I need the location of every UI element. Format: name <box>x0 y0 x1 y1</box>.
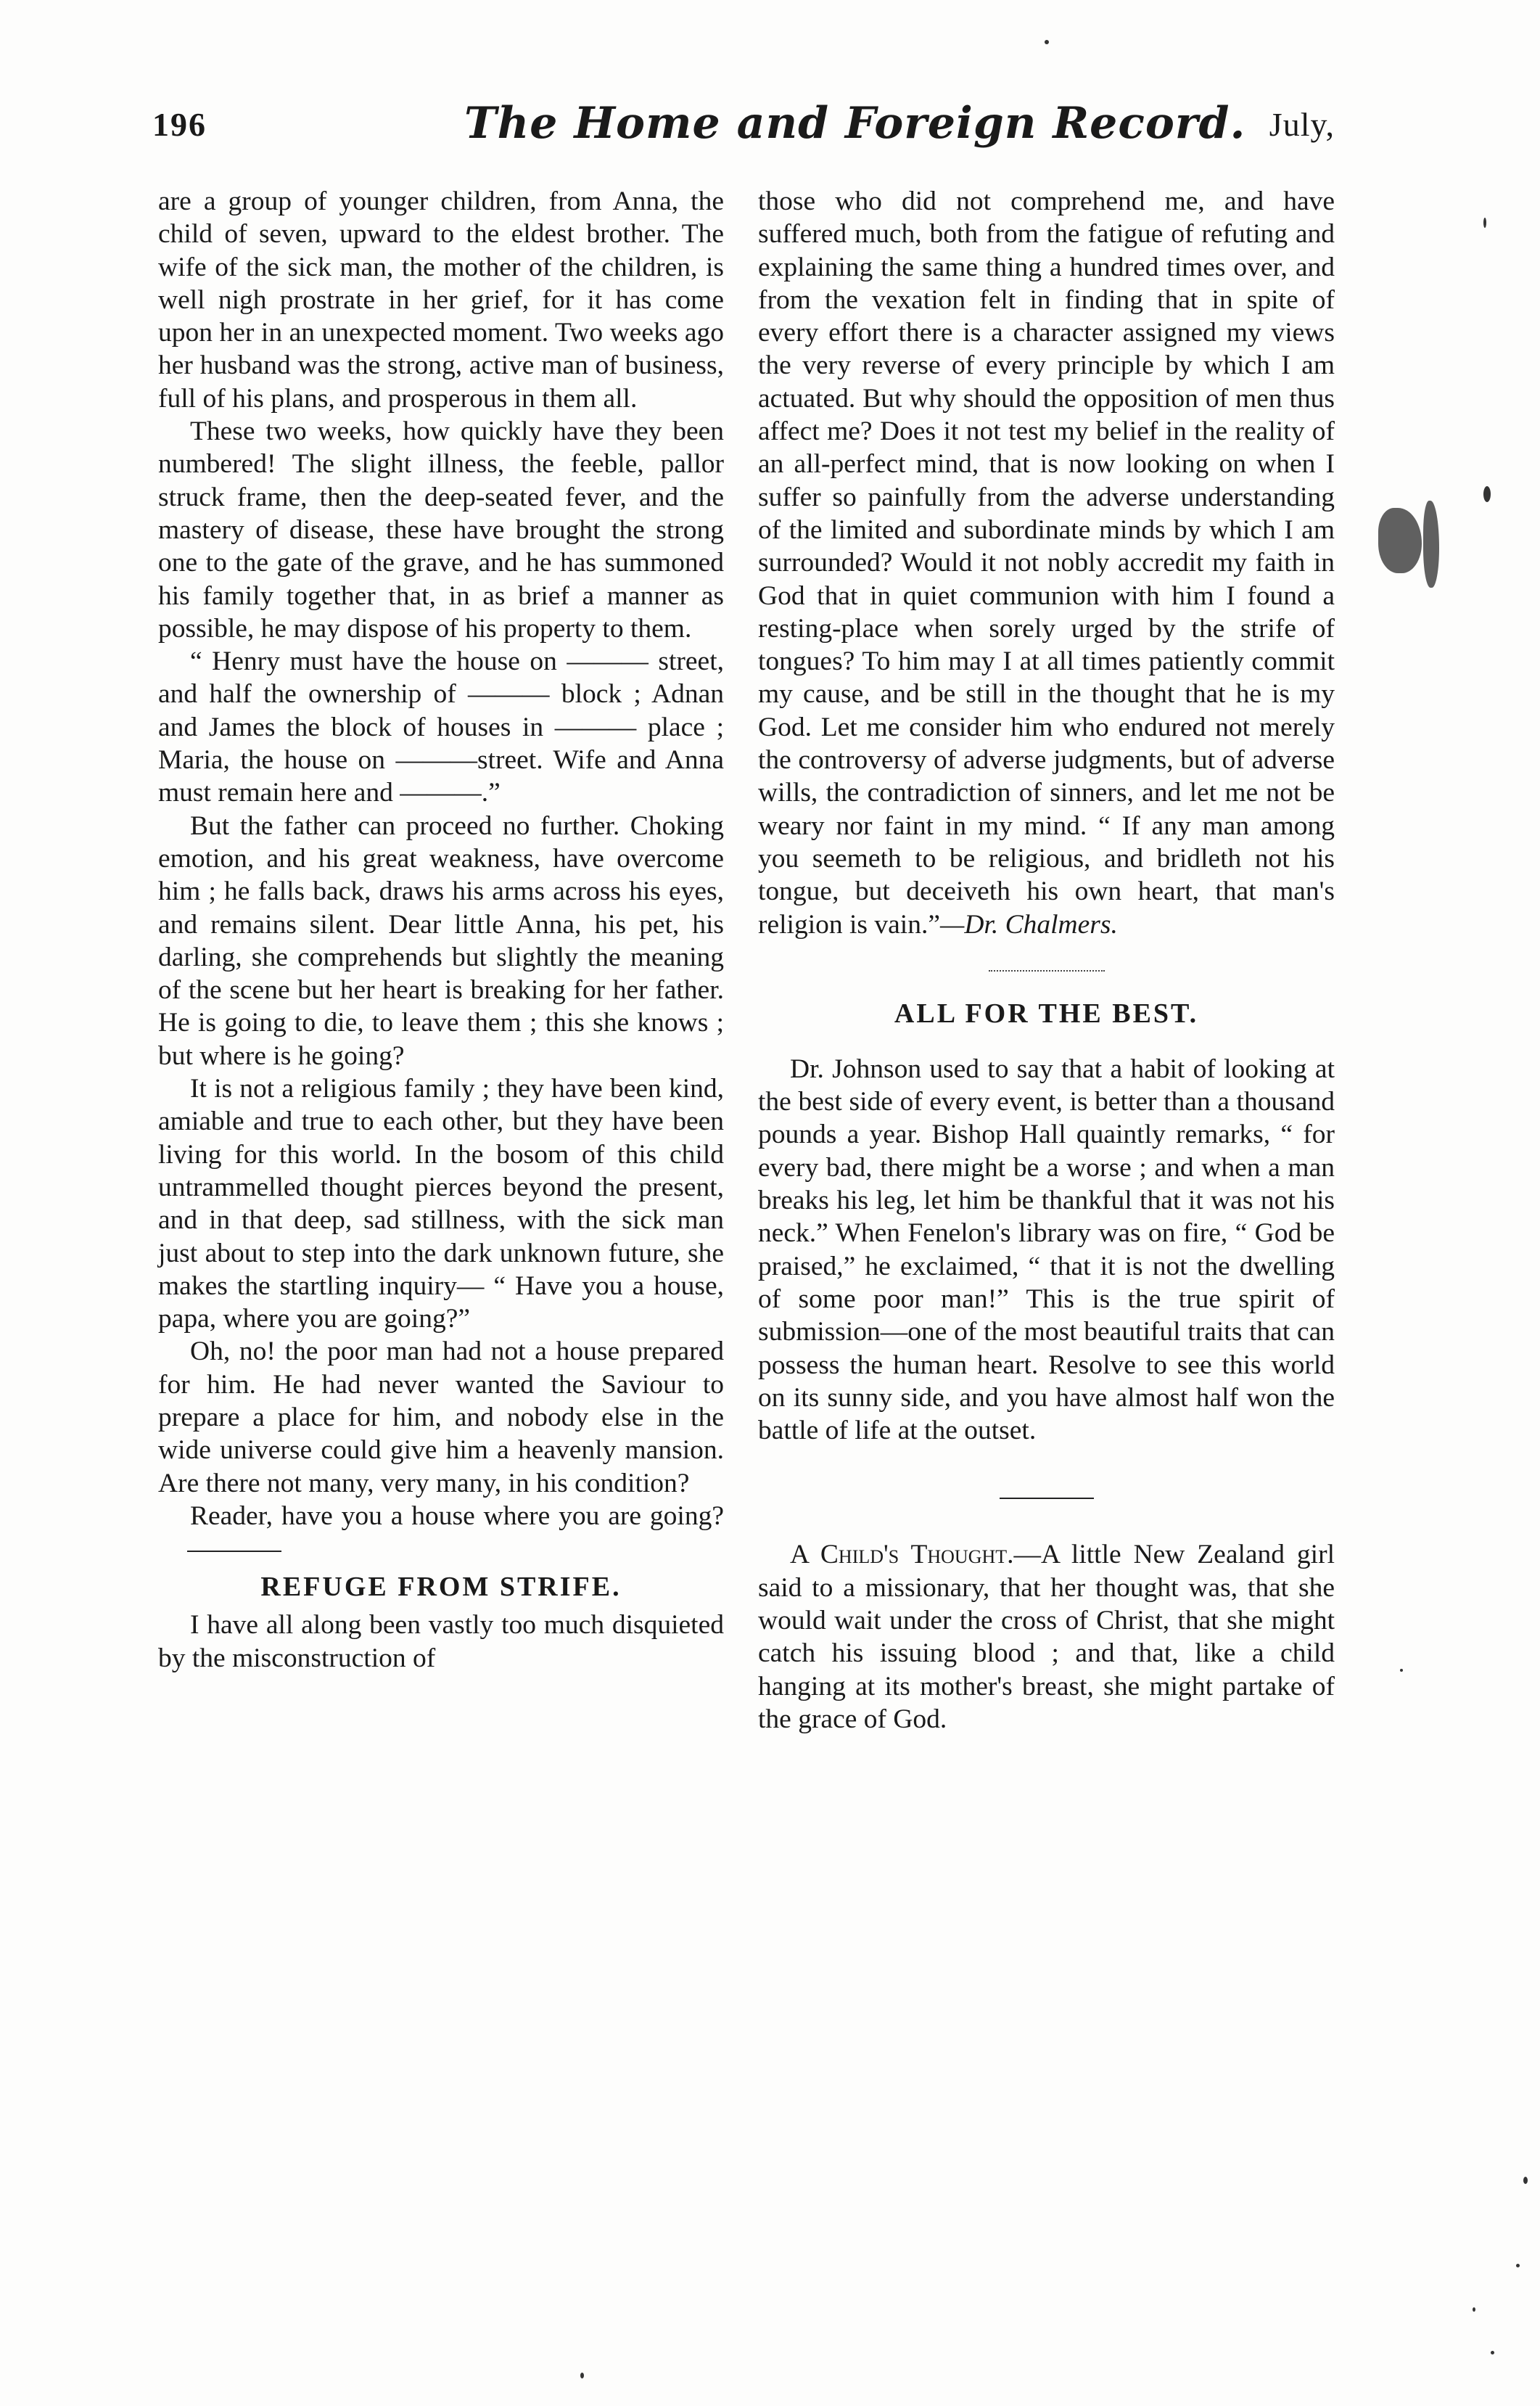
chalmers-text: those who did not comprehend me, and have suffered much, both from the fatigue of refuting and explaining the same thing a hundred times over, and from the vexation felt in finding that in spite of every effort there is a character assigned my views the very reverse of every principle by which I am actuated. But why should the opposition of men thus affect me? Does it not test my belief in the reality of an all-perfect mind, that is now looking on when I suffer so painfully from the adverse understanding of the limited and subordinate minds by which I am surrounded? Would it not nobly accredit my faith in God that in quiet communion with him I found a resting-place when sorely urged by the strife of tongues? To him may I at all times patiently commit my cause, and be still in the thought that he is my God. Let me consider him who endured not merely the controversy of adverse judgments, but of adverse wills, the contradiction of sinners, and let me not be weary nor faint in my mind. “ If any man among you seemeth to be religious, and bridleth not his tongue, but deceiveth his own heart, that man's religion is vain.” <box>758 186 1335 940</box>
ink-speck <box>1483 218 1486 228</box>
left-paragraph-7 <box>158 1500 724 1566</box>
journal-title: The Home and Foreign Record. <box>464 98 1246 149</box>
left-paragraph-2: These two weeks, how quickly have they been numbered! The slight illness, the feeble, pallor struck frame, then the deep-seated fever, and the mastery of disease, these have brought the strong one to the gate of the grave, and he has summoned his family together that, in as brief a manner as possible, he may dispose of his property to them. <box>158 416 724 644</box>
right-paragraph-1 <box>758 185 1335 941</box>
ink-speck <box>1516 2264 1520 2267</box>
left-paragraph-8: I have all along been vastly too much disquieted by the misconstruction of <box>158 1610 724 1673</box>
left-paragraph-5: It is not a religious family ; they have been kind, amiable and true to each other, but they have been living for this world. In the bosom of this child untrammelled thought pierces beyond the present, and in that deep, sad stillness, with the sick man just about to step into the dark unknown future, she makes the startling inquiry— “ Have you a house, papa, where you are going?” <box>158 1074 724 1334</box>
left-paragraph-3: “ Henry must have the house on ——— street, and half the ownership of ——— block ; Adnan and James the block of houses in ——— place ; Maria, the house on ———street. Wife and Anna must remain here and ———.” <box>158 646 724 808</box>
ink-speck <box>1473 2307 1475 2312</box>
left-paragraph-4: But the father can proceed no further. Choking emotion, and his great weakness, have overcome him ; he falls back, draws his arms across his eyes, and remains silent. Dear little Anna, his pet, his darling, she comprehends but slightly the meaning of the scene but her heart is breaking for her father. He is going to die, to leave them ; this she knows ; but where is he going? <box>158 810 724 1071</box>
reader-question: Reader, have you a house where you are going? <box>190 1500 724 1531</box>
left-paragraph-1: are a group of younger children, from Anna, the child of seven, upward to the eldest brother. The wife of the sick man, the mother of the children, is well nigh prostrate in her grief, for it has come upon her in an unexpected moment. Two weeks ago her husband was the strong, active man of business, full of his plans, and prosperous in them all. <box>158 186 724 414</box>
ink-speck <box>1045 40 1049 44</box>
right-paragraph-2: Dr. Johnson used to say that a habit of looking at the best side of every event, is better than a thousand pounds a year. Bishop Hall quaintly remarks, “ for every bad, there might be a worse ; and when a man breaks his leg, let him be thankful that it was not his neck.” When Fenelon's library was on fire, “ God be praised,” he exclaimed, “ that it is not the dwelling of some poor man!” This is the true spirit of submission—one of the most beautiful traits that can possess the human heart. Resolve to see this world on its sunny side, and you have almost half won the battle of life at the outset. <box>758 1054 1335 1446</box>
ink-smudge <box>1423 501 1439 588</box>
childs-thought-lead: A Child's Thought. <box>790 1540 1014 1570</box>
section-divider <box>989 970 1105 973</box>
running-header <box>152 98 1335 178</box>
ink-speck <box>1491 2351 1494 2354</box>
childs-thought-text: —A little New Zealand girl said to a missionary, that her thought was, that she would wait under the cross of Christ, that she might catch his issuing blood ; and that, like a child hanging at its mother's breast, she might partake of the grace of God. <box>758 1540 1335 1734</box>
all-for-best-heading: ALL FOR THE BEST. <box>894 998 1199 1029</box>
ink-speck <box>1483 486 1491 502</box>
page-number: 196 <box>152 106 207 143</box>
ink-speck <box>1523 2177 1528 2184</box>
right-paragraph-3 <box>758 1538 1335 1736</box>
section-divider <box>1000 1498 1094 1499</box>
left-column <box>158 185 724 1675</box>
section-divider <box>187 1551 281 1552</box>
ink-smudge <box>1378 508 1422 573</box>
left-paragraph-6: Oh, no! the poor man had not a house prepared for him. He had never wanted the Saviour to prepare a place for him, and nobody else in the wide universe could give him a heavenly mansion. Are there not many, very many, in his condition? <box>158 1337 724 1498</box>
refuge-heading: REFUGE FROM STRIFE. <box>260 1572 622 1603</box>
chalmers-attribution: —Dr. Chalmers. <box>939 909 1118 940</box>
ink-speck <box>580 2373 584 2378</box>
right-column <box>758 185 1335 1736</box>
ink-speck <box>1400 1669 1403 1672</box>
header-month: July, <box>1269 106 1335 143</box>
